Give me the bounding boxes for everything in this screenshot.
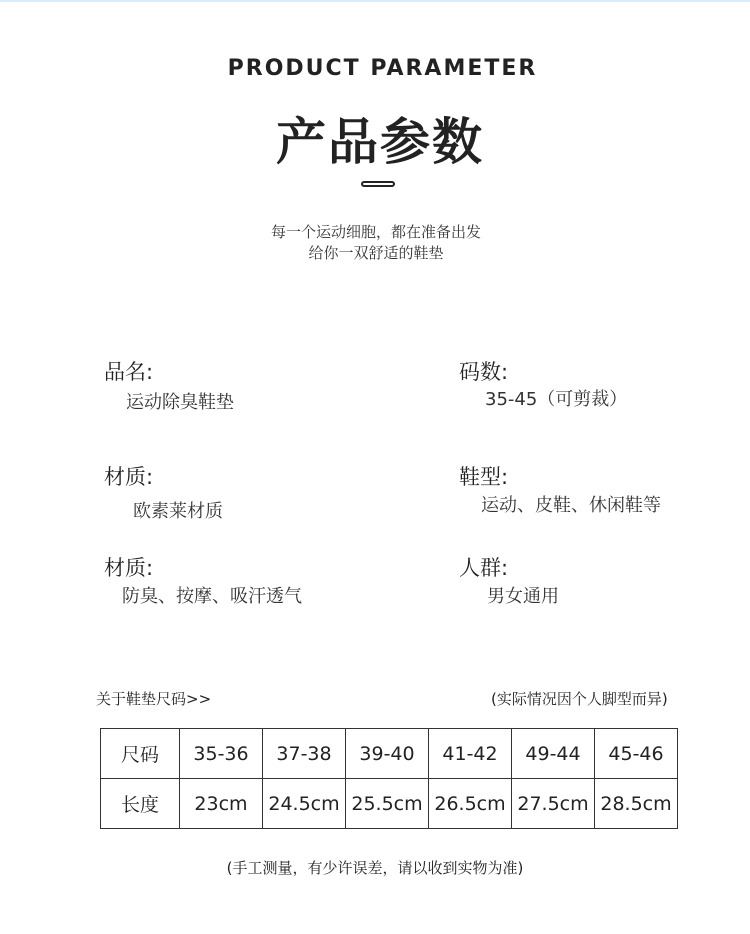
param-audience-value: 男女通用 (487, 586, 559, 607)
param-material-label: 材质: (104, 465, 154, 489)
param-name-value: 运动除臭鞋垫 (126, 392, 234, 413)
param-shoe-type-label: 鞋型: (459, 465, 509, 489)
page-title-en: PRODUCT PARAMETER (227, 56, 538, 81)
param-material-value: 欧素莱材质 (133, 501, 223, 522)
table-row (101, 779, 678, 829)
size-note: (实际情况因个人脚型而异) (491, 690, 668, 708)
table-cell: 24.5cm (263, 779, 346, 829)
table-cell: 25.5cm (346, 779, 429, 829)
slogan-line-1: 每一个运动细胞，都在准备出发 (270, 223, 481, 241)
table-row (101, 729, 678, 779)
size-intro: 关于鞋垫尺码>> (96, 690, 212, 708)
top-divider (0, 0, 750, 2)
table-cell: 49-44 (512, 729, 595, 779)
param-feature-label: 材质: (104, 556, 154, 580)
table-cell: 39-40 (346, 729, 429, 779)
page-title-cn: 产品参数 (276, 113, 484, 171)
table-cell: 27.5cm (512, 779, 595, 829)
param-shoe-type-value: 运动、皮鞋、休闲鞋等 (481, 495, 661, 516)
slogan-line-2: 给你一双舒适的鞋垫 (308, 244, 444, 262)
table-cell: 37-38 (263, 729, 346, 779)
param-audience-label: 人群: (459, 556, 509, 580)
title-decoration (361, 181, 395, 187)
table-cell: 28.5cm (595, 779, 678, 829)
table-header-cell: 长度 (101, 779, 180, 829)
param-name-label: 品名: (104, 360, 154, 384)
table-cell: 35-36 (180, 729, 263, 779)
table-header-cell: 尺码 (101, 729, 180, 779)
size-footnote: (手工测量，有少许误差，请以收到实物为准) (226, 859, 524, 877)
size-table (100, 728, 678, 829)
param-size-label: 码数: (459, 360, 509, 384)
table-cell: 23cm (180, 779, 263, 829)
param-feature-value: 防臭、按摩、吸汗透气 (122, 586, 302, 607)
param-size-value: 35-45（可剪裁） (485, 389, 628, 410)
table-cell: 26.5cm (429, 779, 512, 829)
table-cell: 41-42 (429, 729, 512, 779)
table-cell: 45-46 (595, 729, 678, 779)
